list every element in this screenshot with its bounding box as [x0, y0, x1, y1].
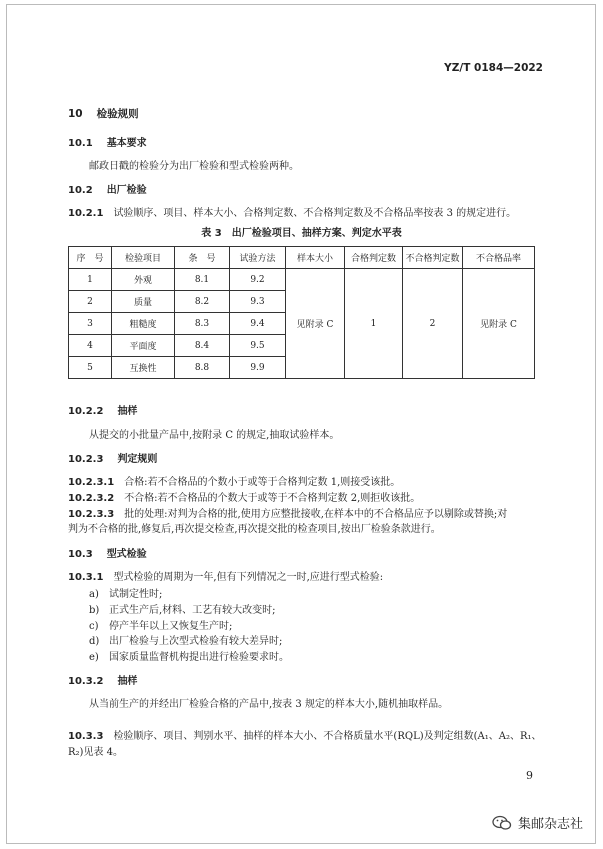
table-cell: 9.9 — [230, 357, 286, 379]
table-3 — [68, 246, 535, 379]
clause-10-3-1 — [68, 568, 383, 583]
section-title: 判定规则 — [117, 454, 158, 465]
table-row — [69, 269, 535, 291]
table-cell: 8.2 — [175, 291, 230, 313]
list-text: 试制定性时; — [109, 589, 163, 600]
list-item — [89, 632, 282, 647]
section-10-2-3-heading — [68, 450, 157, 465]
list-item — [89, 585, 162, 600]
table-cell: 2 — [69, 291, 112, 313]
section-10-3-heading — [68, 545, 147, 560]
wechat-icon — [492, 815, 512, 831]
section-10-2-heading — [68, 181, 147, 196]
clause-text: 型式检验的周期为一年,但有下列情况之一时,应进行型式检验: — [113, 572, 384, 583]
clause-text: 试验顺序、项目、样本大小、合格判定数、不合格判定数及不合格品率按表 3 的规定进行。 — [113, 208, 517, 219]
section-title: 检验规则 — [96, 108, 139, 120]
table-cell: 9.4 — [230, 313, 286, 335]
section-number: 10 — [68, 108, 83, 120]
list-marker: b) — [89, 605, 100, 616]
table-header-cell: 不合格品率 — [463, 247, 535, 269]
table-cell: 1 — [69, 269, 112, 291]
clause-text: 合格:若不合格品的个数小于或等于合格判定数 1,则接受该批。 — [124, 477, 401, 488]
list-item — [89, 617, 232, 632]
clause-10-3-3 — [68, 727, 542, 742]
clause-number: 10.3.1 — [68, 572, 104, 583]
page-number: 9 — [526, 769, 533, 782]
list-item — [89, 648, 289, 663]
list-text: 正式生产后,材料、工艺有较大改变时; — [109, 605, 276, 616]
section-title: 型式检验 — [106, 549, 147, 560]
clause-10-2-3-3 — [68, 505, 507, 520]
table-header-cell: 试验方法 — [230, 247, 286, 269]
table-header-cell: 合格判定数 — [345, 247, 403, 269]
section-10-2-1 — [68, 204, 516, 219]
clause-10-2-3-3-cont: 判为不合格的批,修复后,再次提交检查,再次提交批的检查项目,按出厂检验条款进行。 — [68, 524, 441, 535]
sample-size-cell: 见附录 C — [286, 269, 345, 379]
table-cell: 互换性 — [112, 357, 175, 379]
table-header-cell: 样本大小 — [286, 247, 345, 269]
table-cell: 9.2 — [230, 269, 286, 291]
section-title: 出厂检验 — [106, 185, 147, 196]
section-number: 10.3.2 — [68, 676, 104, 687]
document-page — [6, 4, 596, 844]
table-cell: 8.4 — [175, 335, 230, 357]
section-10-2-2-text: 从提交的小批量产品中,按附录 C 的规定,抽取试验样本。 — [89, 430, 340, 441]
table-cell: 5 — [69, 357, 112, 379]
section-number: 10.2.3 — [68, 454, 104, 465]
table-cell: 8.1 — [175, 269, 230, 291]
clause-number: 10.2.3.3 — [68, 509, 115, 520]
clause-10-2-3-1 — [68, 473, 400, 488]
accept-number-cell: 1 — [345, 269, 403, 379]
clause-text: 不合格:若不合格品的个数大于或等于不合格判定数 2,则拒收该批。 — [124, 493, 421, 504]
list-item — [89, 601, 276, 616]
table-header-row — [69, 247, 535, 269]
list-text: 国家质量监督机构提出进行检验要求时。 — [109, 652, 289, 663]
section-10-3-2-text: 从当前生产的并经出厂检验合格的产品中,按表 3 规定的样本大小,随机抽取样品。 — [89, 699, 449, 710]
list-text: 停产半年以上又恢复生产时; — [109, 621, 233, 632]
list-marker: e) — [89, 652, 99, 663]
list-marker: d) — [89, 636, 100, 647]
section-title: 抽样 — [117, 406, 138, 417]
clause-text: 检验顺序、项目、判别水平、抽样的样本大小、不合格质量水平(RQL)及判定组数(A₁、A₂、R₁、 — [113, 731, 542, 742]
clause-10-2-3-2 — [68, 489, 420, 504]
section-10-1-text: 邮政日戳的检验分为出厂检验和型式检验两种。 — [89, 161, 299, 172]
table-cell: 3 — [69, 313, 112, 335]
table-cell: 外观 — [112, 269, 175, 291]
table-cell: 4 — [69, 335, 112, 357]
table-header-cell: 不合格判定数 — [403, 247, 463, 269]
clause-number: 10.3.3 — [68, 731, 104, 742]
section-number: 10.3 — [68, 549, 93, 560]
section-10-heading — [68, 106, 139, 121]
section-10-3-2-heading — [68, 672, 137, 687]
list-text: 出厂检验与上次型式检验有较大差异时; — [109, 636, 283, 647]
watermark — [492, 813, 583, 832]
section-10-1-heading — [68, 134, 147, 149]
table-cell: 粗糙度 — [112, 313, 175, 335]
table-cell: 8.8 — [175, 357, 230, 379]
section-number: 10.1 — [68, 138, 93, 149]
reject-number-cell: 2 — [403, 269, 463, 379]
standard-number: YZ/T 0184—2022 — [444, 62, 543, 74]
clause-text: 批的处理:对判为合格的批,使用方应整批接收,在样本中的不合格品应予以剔除或替换;对 — [124, 509, 508, 520]
table-3-caption: 表 3 出厂检验项目、抽样方案、判定水平表 — [201, 228, 402, 239]
table-cell: 平面度 — [112, 335, 175, 357]
table-cell: 9.5 — [230, 335, 286, 357]
section-number: 10.2 — [68, 185, 93, 196]
watermark-text: 集邮杂志社 — [517, 817, 583, 832]
section-title: 基本要求 — [106, 138, 147, 149]
clause-number: 10.2.1 — [68, 208, 104, 219]
table-cell: 9.3 — [230, 291, 286, 313]
clause-number: 10.2.3.1 — [68, 477, 115, 488]
table-cell: 8.3 — [175, 313, 230, 335]
section-number: 10.2.2 — [68, 406, 104, 417]
table-header-cell: 序 号 — [69, 247, 112, 269]
section-title: 抽样 — [117, 676, 138, 687]
section-10-2-2-heading — [68, 402, 137, 417]
defect-rate-cell: 见附录 C — [463, 269, 535, 379]
table-header-cell: 检验项目 — [112, 247, 175, 269]
table-header-cell: 条 号 — [175, 247, 230, 269]
clause-number: 10.2.3.2 — [68, 493, 115, 504]
list-marker: c) — [89, 621, 99, 632]
table-cell: 质量 — [112, 291, 175, 313]
clause-10-3-3-cont: R₂)见表 4。 — [68, 747, 123, 758]
list-marker: a) — [89, 589, 99, 600]
